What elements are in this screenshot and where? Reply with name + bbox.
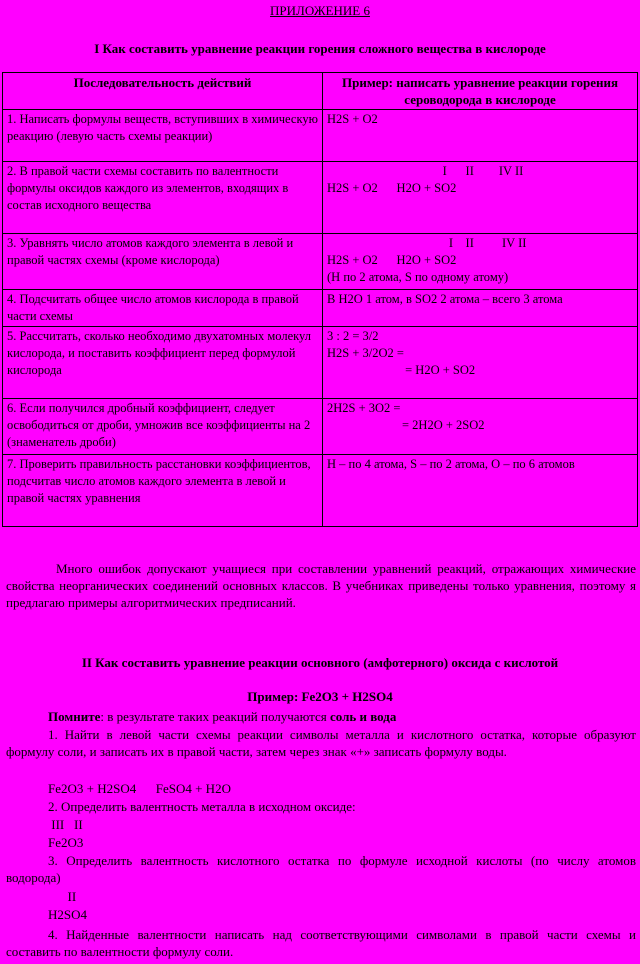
step-cell: 3. Уравнять число атомов каждого элемента в левой и правой частях схемы (кроме кислорода) — [3, 234, 323, 290]
table-row — [3, 162, 638, 234]
table-header-example: Пример: написать уравнение реакции горения сероводорода в кислороде — [323, 73, 638, 110]
table-row — [3, 110, 638, 162]
valence-3: II — [48, 889, 77, 904]
example-line: H2S + O2 H2O + SO2 — [327, 253, 457, 267]
step-cell: 5. Рассчитать, сколько необходимо двухатомных молекул кислорода, и поставить коэффициент перед формулой кислорода — [3, 327, 323, 399]
equation-1: Fe2O3 + H2SO4 FeSO4 + H2O — [48, 781, 231, 796]
step-1: 1. Найти в левой части схемы реакции символы металла и кислотного остатка, которые образуют формулу соли, и записать их в правой части, затем через знак «+» записать формулу воды. — [6, 727, 636, 759]
table-row — [3, 455, 638, 527]
example-line: = 2H2O + 2SO2 — [327, 418, 485, 432]
table-row — [3, 290, 638, 327]
example-line: 3 : 2 = 3/2 — [327, 329, 379, 343]
example-cell — [323, 327, 638, 399]
table-header-row — [3, 73, 638, 110]
valence-2: III II — [48, 817, 83, 832]
intro-paragraph: Много ошибок допускают учащиеся при составлении уравнений реакций, отражающих химические свойства неорганических соединений основных классов. В учебниках приведены только уравнения, поэтому я предлагаю примеры алгоритмических предписаний. — [6, 561, 636, 610]
example-cell — [323, 399, 638, 455]
example-cell: Н – по 4 атома, S – по 2 атома, О – по 6 атомов — [323, 455, 638, 527]
note-label: Помните — [48, 709, 101, 724]
appendix-label: ПРИЛОЖЕНИЕ 6 — [270, 3, 370, 18]
step-cell: 1. Написать формулы веществ, вступивших в химическую реакцию (левую часть схемы реакции) — [3, 110, 323, 162]
step-cell: 6. Если получился дробный коэффициент, следует освободиться от дроби, умножив все коэффициенты на 2 (знаменатель дроби) — [3, 399, 323, 455]
step-cell: 2. В правой части схемы составить по валентности формулы оксидов каждого из элементов, входящих в состав исходного вещества — [3, 162, 323, 234]
formula-2: Fe2O3 — [48, 835, 84, 850]
table-row — [3, 234, 638, 290]
example-line: H2S + 3/2O2 = — [327, 346, 404, 360]
formula-3: H2SO4 — [48, 907, 88, 922]
section1-title: I Как составить уравнение реакции горения сложного вещества в кислороде — [94, 41, 546, 56]
example-cell — [323, 234, 638, 290]
example-cell — [323, 162, 638, 234]
step-4: 4. Найденные валентности написать над соответствующими символами в правой части схемы и составить по валентности формулу соли. — [6, 927, 636, 959]
note-bold: соль и вода — [329, 709, 397, 724]
table-header-steps: Последовательность действий — [3, 73, 323, 110]
example-line: H2S + O2 H2O + SO2 — [327, 181, 457, 195]
section2-example-title: Пример: Fe2O3 + H2SO4 — [247, 689, 393, 704]
valence-line: I II IV II — [327, 236, 527, 250]
example-line: 2H2S + 3O2 = — [327, 401, 401, 415]
step-cell: 4. Подсчитать общее число атомов кислорода в правой части схемы — [3, 290, 323, 327]
note-text: : в результате таких реакций получаются — [100, 709, 330, 724]
valence-line: I II IV II — [327, 164, 524, 178]
step-cell: 7. Проверить правильность расстановки коэффициентов, подсчитав число атомов каждого элемента в левой и правой частях уравнения — [3, 455, 323, 527]
example-line: H2S + O2 — [327, 112, 378, 126]
example-line: = H2O + SO2 — [327, 363, 476, 377]
table-row — [3, 399, 638, 455]
algorithm-table — [2, 72, 638, 527]
example-note: (Н по 2 атома, S по одному атому) — [327, 270, 509, 284]
table-row — [3, 327, 638, 399]
step-3: 3. Определить валентность кислотного остатка по формуле исходной кислоты (по числу атомов водорода) — [6, 853, 636, 885]
section2-title: II Как составить уравнение реакции основного (амфотерного) оксида с кислотой — [81, 655, 559, 670]
note-line — [48, 708, 636, 725]
example-cell — [323, 110, 638, 162]
example-cell: В H2O 1 атом, в SO2 2 атома – всего 3 атома — [323, 290, 638, 327]
step-2: 2. Определить валентность металла в исходном оксиде: — [48, 799, 356, 814]
